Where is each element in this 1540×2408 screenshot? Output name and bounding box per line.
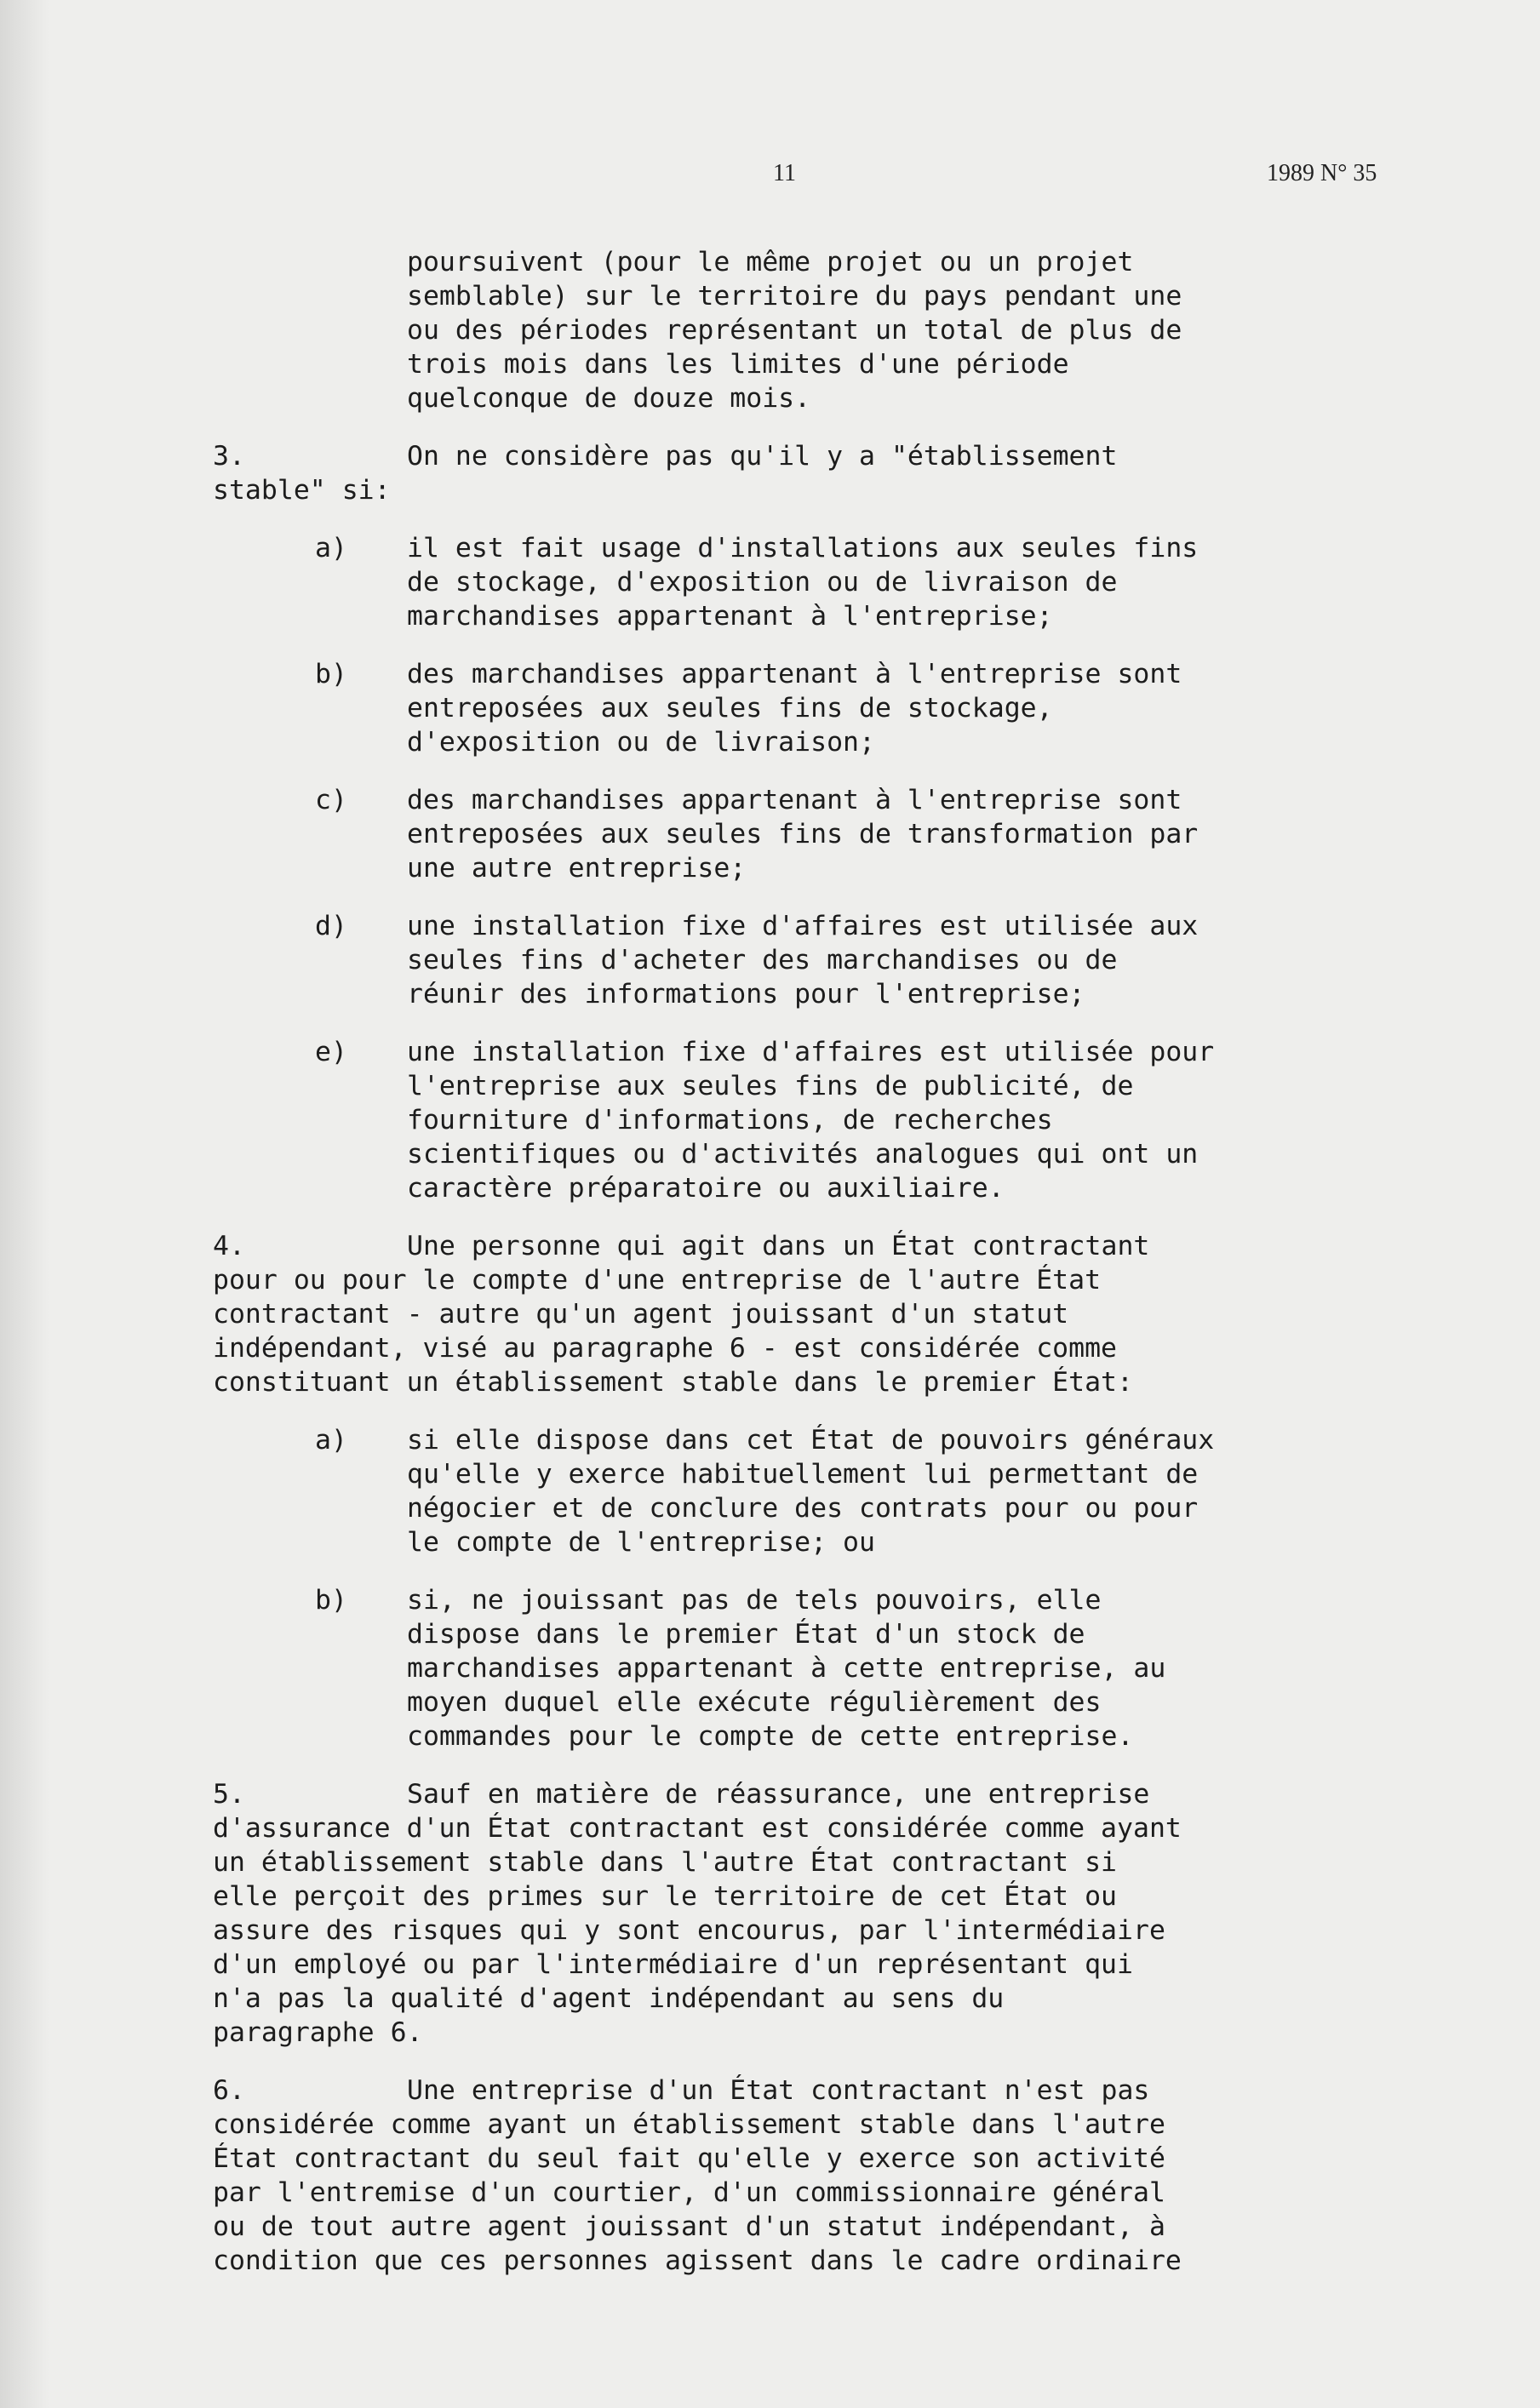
text-line: paragraphe 6. (213, 2017, 423, 2048)
text-line: une installation fixe d'affaires est utilisée aux (407, 911, 1199, 941)
page-edge-shadow (0, 0, 49, 2408)
text-line: caractère préparatoire ou auxiliaire. (407, 1173, 1005, 1204)
text-line: commandes pour le compte de cette entreprise. (407, 1721, 1134, 1752)
item-letter: b) (315, 659, 347, 689)
list-item (213, 531, 1422, 633)
text-line: seules fins d'acheter des marchandises ou de (407, 945, 1118, 975)
text-line: entreposées aux seules fins de transformation par (407, 819, 1199, 849)
text-line: qu'elle y exerce habituellement lui permettant de (407, 1459, 1199, 1490)
text-line: pour ou pour le compte d'une entreprise de l'autre État (213, 1265, 1102, 1296)
text-line: une installation fixe d'affaires est utilisée pour (407, 1037, 1215, 1067)
document-reference: 1989 N° 35 (1267, 160, 1377, 186)
text-line: si elle dispose dans cet État de pouvoirs généraux (407, 1425, 1215, 1456)
text-line: dispose dans le premier État d'un stock de (407, 1619, 1085, 1650)
item-letter: e) (315, 1037, 347, 1067)
paragraph-6 (213, 2073, 1422, 2278)
paragraph-4 (213, 1229, 1422, 1753)
text-line: ou des périodes représentant un total de plus de (407, 315, 1182, 346)
text-line: une autre entreprise; (407, 853, 747, 884)
text-line: indépendant, visé au paragraphe 6 - est considérée comme (213, 1333, 1118, 1364)
text-line: le compte de l'entreprise; ou (407, 1527, 875, 1558)
list-item (213, 783, 1422, 885)
text-line: quelconque de douze mois. (407, 383, 811, 414)
list-item (213, 1423, 1422, 1559)
text-line: Une entreprise d'un État contractant n'est pas (407, 2075, 1150, 2106)
text-line: entreposées aux seules fins de stockage, (407, 693, 1053, 724)
text-line: contractant - autre qu'un agent jouissant d'un statut (213, 1299, 1069, 1330)
paragraph-number: 3. (213, 441, 245, 472)
intro-paragraph (407, 245, 1422, 415)
item-letter: d) (315, 911, 347, 941)
text-line: constituant un établissement stable dans le premier État: (213, 1367, 1133, 1398)
text-line: Une personne qui agit dans un État contractant (407, 1231, 1150, 1261)
page-number: 11 (773, 160, 796, 186)
paragraph-3 (213, 439, 1422, 1205)
text-line: elle perçoit des primes sur le territoire de cet État ou (213, 1881, 1118, 1912)
text-line: marchandises appartenant à l'entreprise; (407, 601, 1053, 632)
item-letter: a) (315, 1425, 347, 1456)
text-line: considérée comme ayant un établissement stable dans l'autre (213, 2109, 1165, 2140)
paragraph-number: 4. (213, 1231, 245, 1261)
text-line: stable" si: (213, 475, 391, 506)
text-line: d'exposition ou de livraison; (407, 727, 875, 758)
text-line: de stockage, d'exposition ou de livraison de (407, 567, 1118, 598)
text-line: État contractant du seul fait qu'elle y exerce son activité (213, 2143, 1165, 2174)
list-item (213, 909, 1422, 1011)
text-line: marchandises appartenant à cette entreprise, au (407, 1653, 1166, 1684)
text-line: d'un employé ou par l'intermédiaire d'un représentant qui (213, 1949, 1133, 1980)
text-line: Sauf en matière de réassurance, une entreprise (407, 1779, 1150, 1810)
text-line: il est fait usage d'installations aux seules fins (407, 533, 1199, 563)
text-line: si, ne jouissant pas de tels pouvoirs, elle (407, 1585, 1102, 1616)
text-line: n'a pas la qualité d'agent indépendant au sens du (213, 1983, 1005, 2014)
text-line: poursuivent (pour le même projet ou un projet (407, 247, 1134, 277)
paragraph-number: 6. (213, 2075, 245, 2106)
text-line: fourniture d'informations, de recherches (407, 1105, 1053, 1135)
text-line: moyen duquel elle exécute régulièrement des (407, 1687, 1102, 1718)
text-line: trois mois dans les limites d'une période (407, 349, 1069, 380)
text-line: par l'entremise d'un courtier, d'un commissionnaire général (213, 2177, 1165, 2208)
text-line: l'entreprise aux seules fins de publicité, de (407, 1071, 1134, 1101)
text-line: On ne considère pas qu'il y a "établissement (407, 441, 1118, 472)
text-line: ou de tout autre agent jouissant d'un statut indépendant, à (213, 2211, 1165, 2242)
text-line: d'assurance d'un État contractant est considérée comme ayant (213, 1813, 1182, 1844)
text-line: assure des risques qui y sont encourus, par l'intermédiaire (213, 1915, 1165, 1946)
text-line: condition que ces personnes agissent dans le cadre ordinaire (213, 2245, 1182, 2276)
item-letter: b) (315, 1585, 347, 1616)
text-line: des marchandises appartenant à l'entreprise sont (407, 659, 1182, 689)
text-line: réunir des informations pour l'entreprise; (407, 979, 1085, 1010)
item-letter: c) (315, 785, 347, 815)
list-item (213, 1035, 1422, 1205)
paragraph-number: 5. (213, 1779, 245, 1810)
text-line: négocier et de conclure des contrats pour ou pour (407, 1493, 1199, 1524)
text-line: des marchandises appartenant à l'entreprise sont (407, 785, 1182, 815)
document-body (213, 245, 1422, 2278)
item-letter: a) (315, 533, 347, 563)
list-item (213, 1583, 1422, 1753)
list-item (213, 657, 1422, 759)
text-line: un établissement stable dans l'autre État contractant si (213, 1847, 1118, 1878)
text-line: semblable) sur le territoire du pays pendant une (407, 281, 1182, 312)
text-line: scientifiques ou d'activités analogues qui ont un (407, 1139, 1199, 1170)
paragraph-5 (213, 1777, 1422, 2050)
